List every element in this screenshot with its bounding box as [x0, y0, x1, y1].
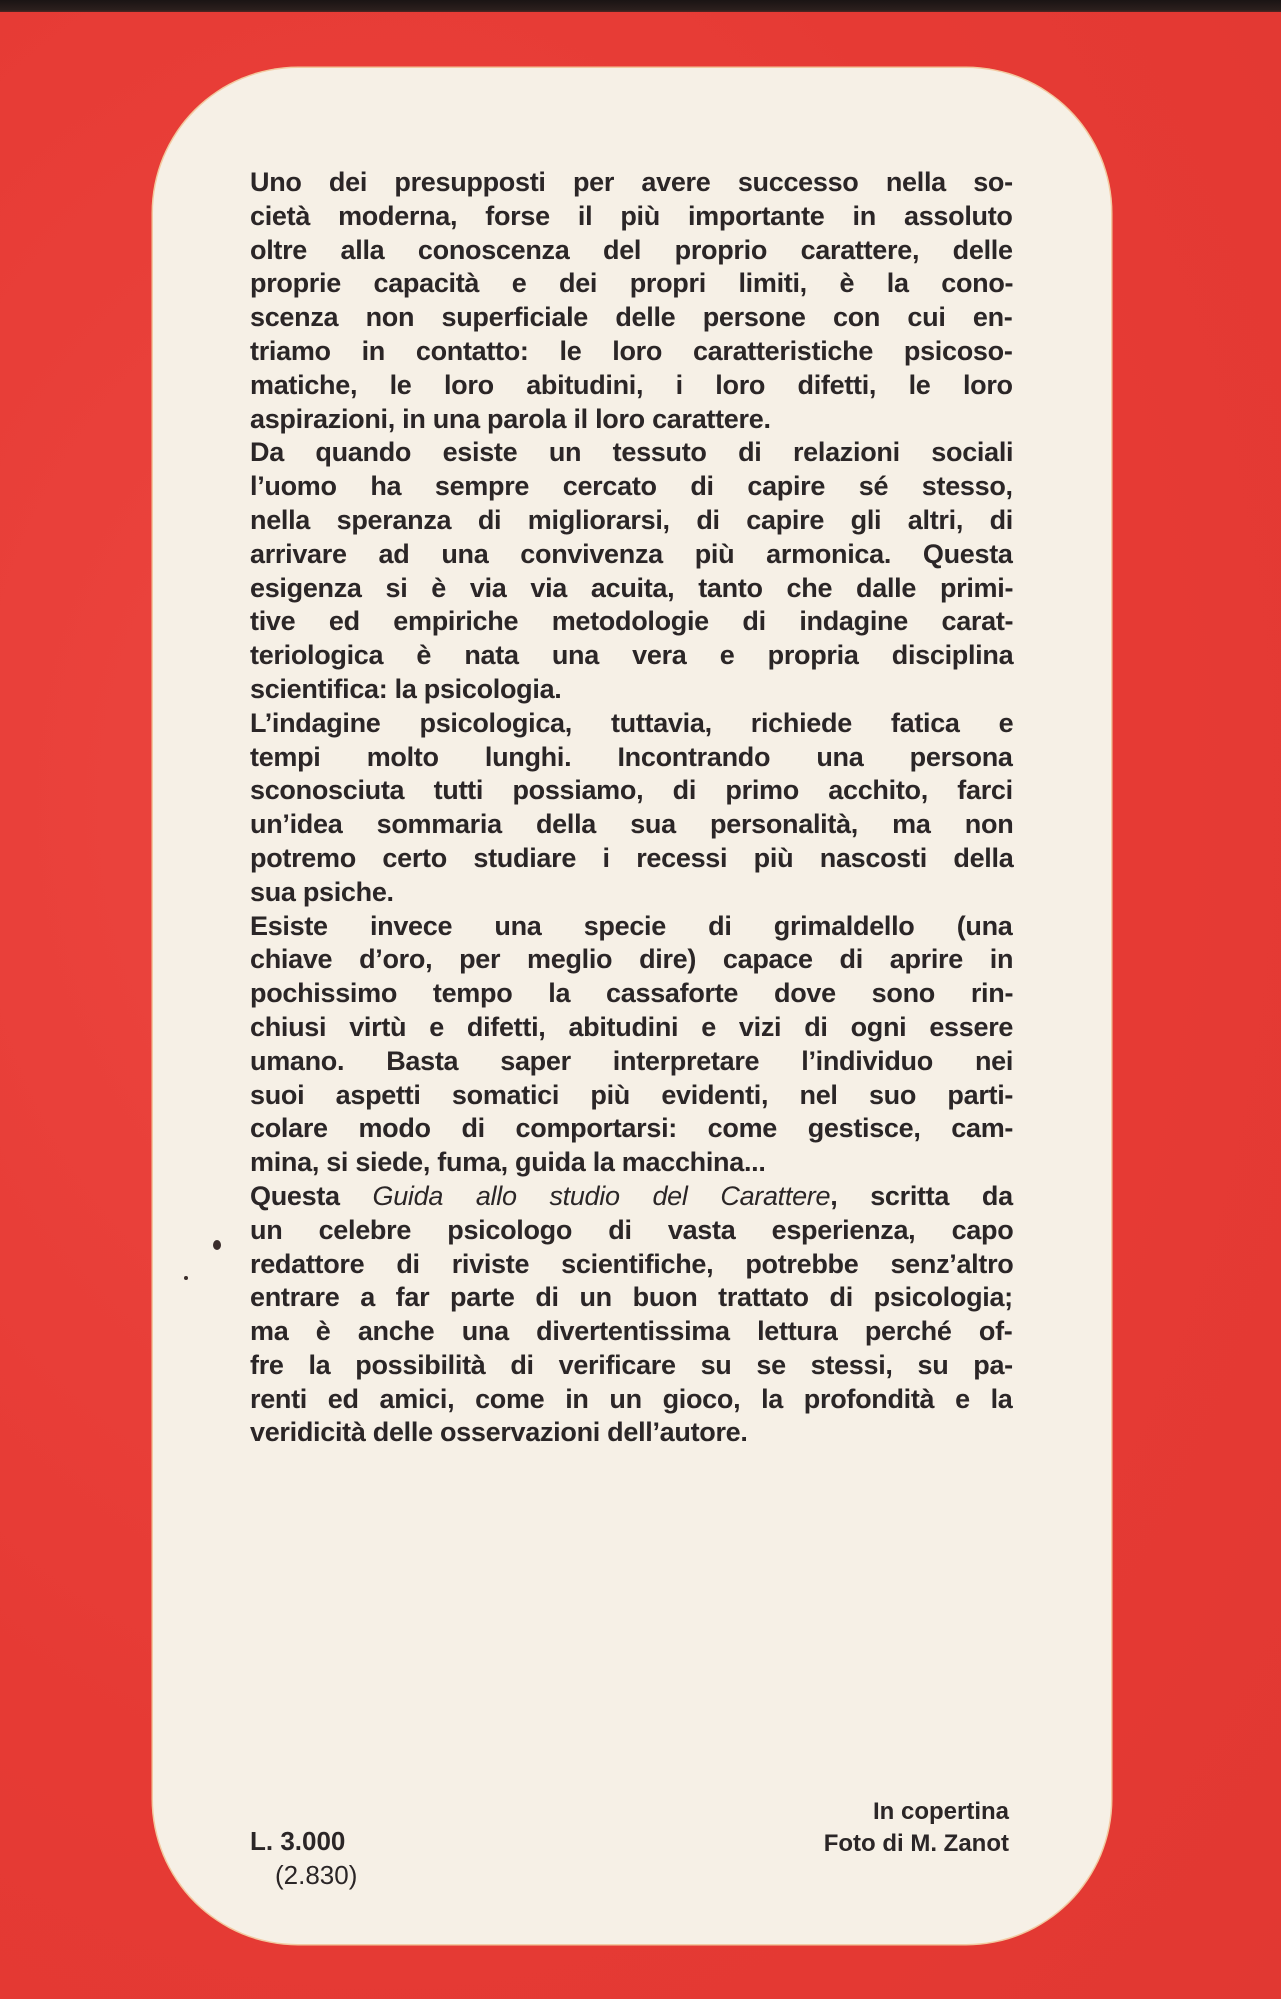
cover-credits — [824, 1796, 1009, 1860]
blurb-line: entrare a far parte di un buon trattato di psicologia; — [250, 1282, 1013, 1313]
scan-speck — [184, 1276, 188, 1280]
blurb-line: pochissimo tempo la cassaforte dove sono rin- — [250, 978, 1014, 1009]
blurb-line: tive ed empiriche metodologie di indagine carat- — [250, 606, 1014, 637]
blurb-line: un celebre psicologo di vasta esperienza, capo — [250, 1214, 1014, 1245]
blurb-line-end: , scritta da — [830, 1180, 1013, 1211]
blurb-line: veridicità delle osservazioni dell’autore. — [250, 1417, 748, 1448]
blurb-line: cietà moderna, forse il più importante in assoluto — [250, 200, 1013, 231]
blurb-line: esigenza si è via via acuita, tanto che dalle primi- — [250, 572, 1014, 603]
blurb-line: potremo certo studiare i recessi più nascosti della — [250, 842, 1014, 873]
blurb-line-with-title — [250, 1180, 1013, 1214]
credits-line-1: In copertina — [872, 1798, 1009, 1825]
blurb-line: Da quando esiste un tessuto di relazioni sociali — [250, 437, 1014, 468]
price-label: L. 3.000 — [250, 1826, 346, 1856]
blurb-line: l’uomo ha sempre cercato di capire sé stesso, — [250, 471, 1013, 502]
blurb-line: triamo in contatto: le loro caratteristiche psicoso- — [250, 335, 1013, 366]
blurb-line: fre la possibilità di verificare su se stessi, su pa- — [250, 1349, 1013, 1380]
blurb-line: L’indagine psicologica, tuttavia, richiede fatica e — [250, 707, 1014, 738]
blurb-line: teriologica è nata una vera e propria disciplina — [250, 640, 1014, 671]
blurb-line: scenza non superficiale delle persone con cui en- — [250, 302, 1013, 333]
blurb-line: ma è anche una divertentissima lettura perché of- — [250, 1316, 1013, 1347]
blurb-line: mina, si siede, fuma, guida la macchina... — [250, 1147, 766, 1178]
blurb-line: Uno dei presupposti per avere successo nella so- — [250, 167, 1013, 197]
blurb-line: scientifica: la psicologia. — [250, 673, 562, 704]
blurb-line: aspirazioni, in una parola il loro carattere. — [250, 403, 771, 434]
blurb-line: tempi molto lunghi. Incontrando una persona — [250, 741, 1013, 772]
blurb-line: sconosciuta tutti possiamo, di primo acchito, farci — [250, 775, 1013, 806]
blurb-line: suoi aspetti somatici più evidenti, nel suo parti- — [250, 1079, 1014, 1110]
blurb-line: chiave d’oro, per meglio dire) capace di aprire in — [250, 944, 1014, 975]
blurb-line: matiche, le loro abitudini, i loro difetti, le loro — [250, 369, 1013, 400]
blurb-line: sua psiche. — [250, 876, 394, 907]
blurb-line: renti ed amici, come in un gioco, la profondità e la — [250, 1383, 1013, 1414]
blurb-text — [250, 166, 1013, 1450]
blurb-line: redattore di riviste scientifiche, potrebbe senz’altro — [250, 1248, 1014, 1279]
blurb-line: un’idea sommaria della sua personalità, ma non — [250, 809, 1014, 840]
blurb-line: chiusi virtù e difetti, abitudini e vizi di ogni essere — [250, 1011, 1014, 1042]
blurb-line: umano. Basta saper interpretare l’individuo nei — [250, 1045, 1014, 1076]
credits-line-2: Foto di M. Zanot — [823, 1830, 1009, 1857]
blurb-line: nella speranza di migliorarsi, di capire gli altri, di — [250, 504, 1013, 535]
blurb-line: colare modo di comportarsi: come gestisce, cam- — [250, 1113, 1014, 1144]
price-sub-label: (2.830) — [275, 1860, 358, 1890]
blurb-line: proprie capacità e dei propri limiti, è la cono- — [250, 268, 1014, 299]
blurb-line-start: Questa — [250, 1180, 340, 1211]
blurb-line: arrivare ad una convivenza più armonica. Questa — [250, 538, 1013, 569]
blurb-line: oltre alla conoscenza del proprio carattere, delle — [250, 234, 1013, 265]
book-title-italic: Guida allo studio del Carattere — [372, 1180, 831, 1211]
scan-speck — [213, 1240, 221, 1250]
blurb-line: Esiste invece una specie di grimaldello (una — [250, 910, 1013, 941]
